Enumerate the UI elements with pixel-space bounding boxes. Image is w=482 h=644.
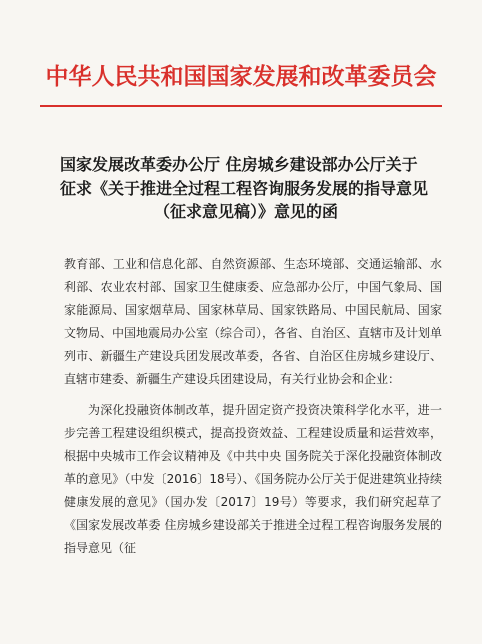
title-line-2: 征求《关于推进全过程工程咨询服务发展的指导意见 bbox=[60, 178, 429, 198]
letterhead-red-rule bbox=[40, 105, 442, 107]
document-title bbox=[60, 153, 432, 224]
letterhead-org-name: 中华人民共和国国家发展和改革委员会 bbox=[45, 63, 437, 90]
body-paragraph: 为深化投融资体制改革，提升固定资产投资决策科学化水平，进一步完善工程建设组织模式，提高投资效益、工程建设质量和运营效率，根据中央城市工作会议精神及《中共中央 国务院关于深化投融资体制改革的意见》（中发〔2016〕18号）、《国务院办公厅关于促进建筑业持续健康发展的意见》（国办发〔2017〕19号）等要求，我们研究起草了《国家发展改革委 住房城乡建设部关于推进全过程工程咨询服务发展的指导意见（征 bbox=[64, 403, 442, 555]
title-line-1: 国家发展改革委办公厅 住房城乡建设部办公厅关于 bbox=[60, 155, 418, 174]
addressees-paragraph: 教育部、工业和信息化部、自然资源部、生态环境部、交通运输部、水利部、农业农村部、国家卫生健康委、应急部办公厅，中国气象局、国家能源局、国家烟草局、国家林草局、国家铁路局、中国民航局、国家文物局、中国地震局办公室（综合司），各省、自治区、直辖市及计划单列市、新疆生产建设兵团发展改革委，各省、自治区住房城乡建设厅、直辖市建委、新疆生产建设兵团建设局，有关行业协会和企业： bbox=[64, 257, 443, 386]
title-line-3: （征求意见稿）》意见的函 bbox=[153, 202, 338, 221]
document-body bbox=[64, 253, 442, 560]
